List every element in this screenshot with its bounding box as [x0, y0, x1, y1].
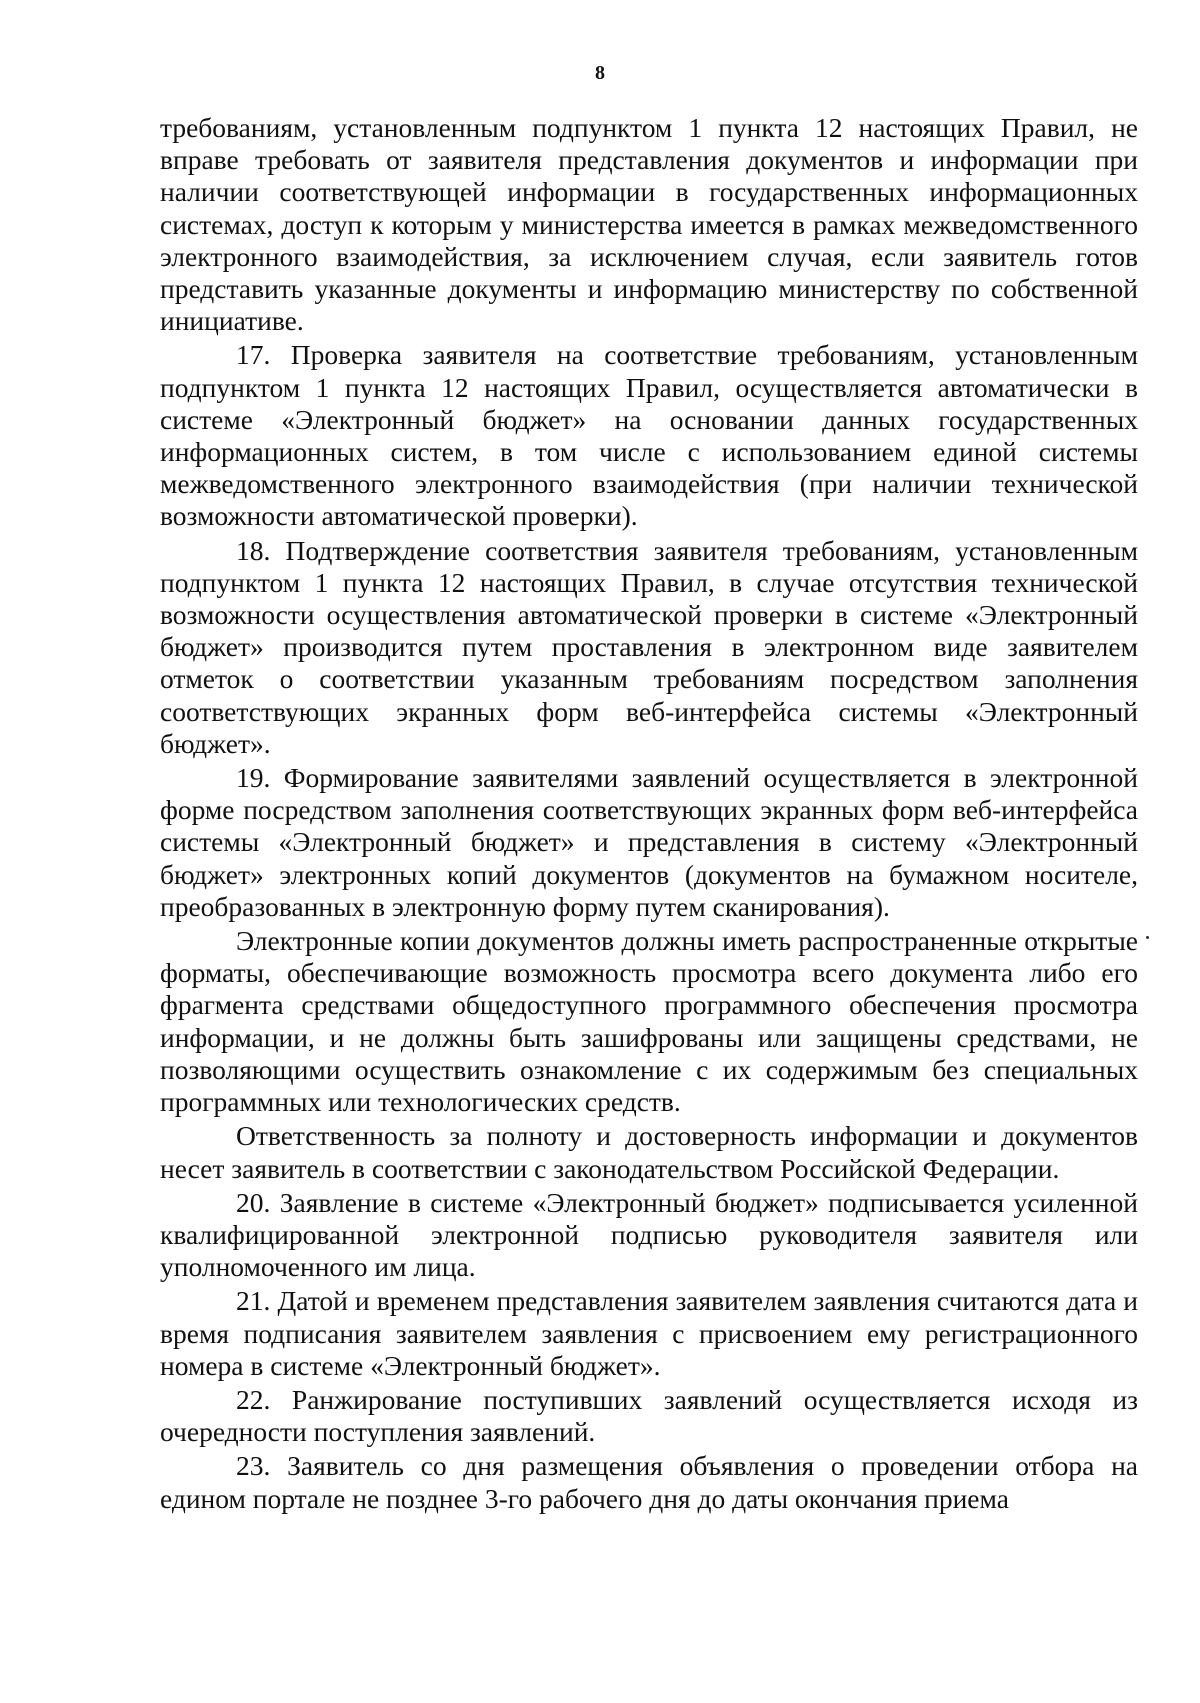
paragraph-21: 21. Датой и временем представления заявителем заявления считаются дата и время подписания заявителем заявления с присвоением ему регистрационного номера в системе «Электронный бюджет».	[160, 1285, 1138, 1381]
paragraph-electronic-copies: Электронные копии документов должны иметь распространенные открытые форматы, обеспечивающие возможность просмотра всего документа либо его фрагмента средствами общедоступного программного обеспечения просмотра информации, и не должны быть зашифрованы или защищены средствами, не позволяющими осуществить ознакомление с их содержимым без специальных программных или технологических средств.	[160, 925, 1138, 1118]
document-body	[160, 112, 1138, 1515]
paragraph-19: 19. Формирование заявителями заявлений осуществляется в электронной форме посредством заполнения соответствующих экранных форм веб-интерфейса системы «Электронный бюджет» и представления в систему «Электронный бюджет» электронных копий документов (документов на бумажном носителе, преобразованных в электронную форму путем сканирования).	[160, 762, 1138, 922]
paragraph-20: 20. Заявление в системе «Электронный бюджет» подписывается усиленной квалифицированной электронной подписью руководителя заявителя или уполномоченного им лица.	[160, 1186, 1138, 1283]
paragraph-23: 23. Заявитель со дня размещения объявления о проведении отбора на едином портале не позднее 3-го рабочего дня до даты окончания приема	[160, 1450, 1138, 1514]
paragraph-18: 18. Подтверждение соответствия заявителя требованиям, установленным подпунктом 1 пункта 12 настоящих Правил, в случае отсутствия технической возможности осуществления автоматической проверки в системе «Электронный бюджет» производится путем проставления в электронном виде заявителем отметок о соответствии указанным требованиям посредством заполнения соответствующих экранных форм веб-интерфейса системы «Электронный бюджет».	[160, 534, 1138, 759]
page-number: 8	[595, 62, 605, 84]
paragraph-continuation: требованиям, установленным подпунктом 1 пункта 12 настоящих Правил, не вправе требовать от заявителя представления документов и информации при наличии соответствующей информации в государственных информационных системах, доступ к которым у министерства имеется в рамках межведомственного электронного взаимодействия, за исключением случая, если заявитель готов представить указанные документы и информацию министерству по собственной инициативе.	[160, 112, 1138, 337]
paragraph-17: 17. Проверка заявителя на соответствие требованиям, установленным подпунктом 1 пункта 12 настоящих Правил, осуществляется автоматически в системе «Электронный бюджет» на основании данных государственных информационных систем, в том числе с использованием единой системы межведомственного электронного взаимодействия (при наличии технической возможности автоматической проверки).	[160, 339, 1138, 532]
paragraph-responsibility: Ответственность за полноту и достоверность информации и документов несет заявитель в соответствии с законодательством Российской Федерации.	[160, 1120, 1138, 1184]
scan-speck	[1146, 936, 1149, 939]
paragraph-22: 22. Ранжирование поступивших заявлений осуществляется исходя из очередности поступления заявлений.	[160, 1383, 1138, 1448]
